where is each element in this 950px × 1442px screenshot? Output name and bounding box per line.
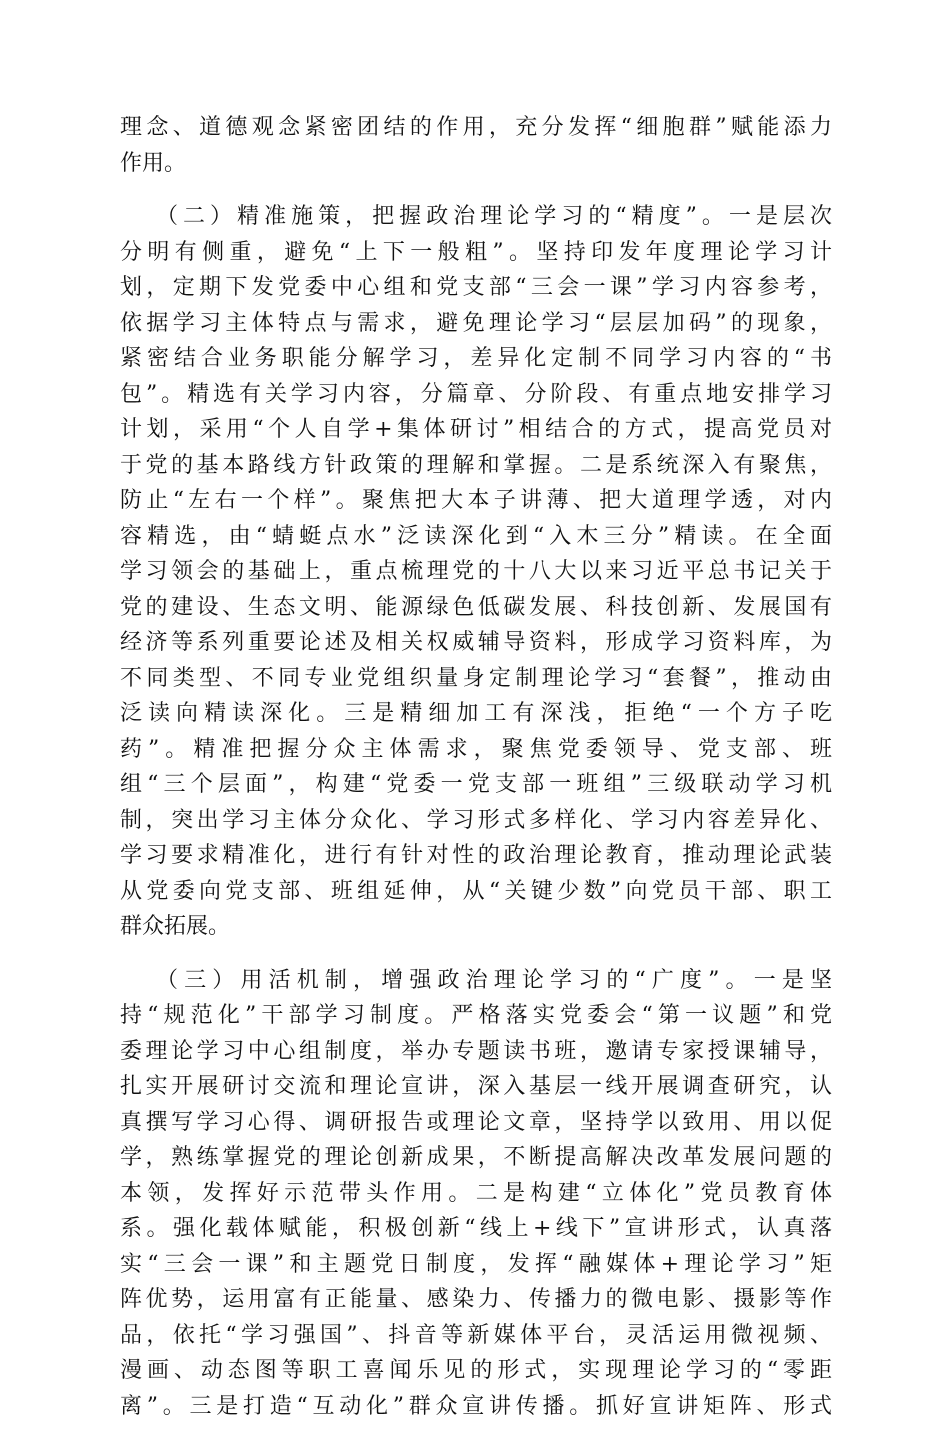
text-line: 真撰写学习心得、调研报告或理论文章，坚持学以致用、用以促 bbox=[120, 1109, 832, 1135]
text-line: 作用。 bbox=[120, 150, 187, 176]
text-line: 扎实开展研讨交流和理论宣讲，深入基层一线开展调查研究，认 bbox=[120, 1074, 832, 1099]
text-line: 泛读向精读深化。三是精细加工有深浅，拒绝“一个方子吃 bbox=[120, 701, 832, 726]
text-line: 学习领会的基础上，重点梳理党的十八大以来习近平总书记关于 bbox=[120, 559, 832, 584]
text-line: 不同类型、不同专业党组织量身定制理论学习“套餐”，推动由 bbox=[120, 665, 832, 691]
text-line: 分明有侧重，避免“上下一般粗”。坚持印发年度理论学习计 bbox=[120, 239, 832, 265]
text-line: 漫画、动态图等职工喜闻乐见的形式，实现理论学习的“零距 bbox=[120, 1358, 832, 1383]
text-line: 依据学习主体特点与需求，避免理论学习“层层加码”的现象， bbox=[120, 310, 832, 336]
text-line: 系。强化载体赋能，积极创新“线上+线下”宣讲形式，认真落 bbox=[120, 1216, 832, 1241]
text-line: （二）精准施策，把握政治理论学习的“精度”。一是层次 bbox=[156, 204, 832, 229]
paragraph bbox=[120, 963, 832, 1425]
text-line: 防止“左右一个样”。聚焦把大本子讲薄、把大道理学透，对内 bbox=[120, 488, 832, 513]
text-line: 包”。精选有关学习内容，分篇章、分阶段、有重点地安排学习 bbox=[120, 381, 832, 407]
text-line: 容精选，由“蜻蜓点水”泛读深化到“入木三分”精读。在全面 bbox=[120, 523, 832, 549]
text-line: （三）用活机制，增强政治理论学习的“广度”。一是坚 bbox=[156, 967, 832, 993]
text-line: 从党委向党支部、班组延伸，从“关键少数”向党员干部、职工 bbox=[120, 878, 832, 904]
text-line: 药”。精准把握分众主体需求，聚焦党委领导、党支部、班 bbox=[120, 736, 832, 762]
document-page bbox=[120, 110, 832, 1442]
text-line: 学，熟练掌握党的理论创新成果，不断提高解决改革发展问题的 bbox=[120, 1145, 832, 1170]
text-line: 划，定期下发党委中心组和党支部“三会一课”学习内容参考， bbox=[120, 275, 832, 300]
text-line: 离”。三是打造“互动化”群众宣讲传播。抓好宣讲矩阵、形式 bbox=[120, 1393, 832, 1419]
text-line: 党的建设、生态文明、能源绿色低碳发展、科技创新、发展国有 bbox=[120, 594, 832, 620]
text-line: 紧密结合业务职能分解学习，差异化定制不同学习内容的“书 bbox=[120, 346, 832, 371]
text-line: 本领，发挥好示范带头作用。二是构建“立体化”党员教育体 bbox=[120, 1180, 832, 1206]
text-line: 持“规范化”干部学习制度。严格落实党委会“第一议题”和党 bbox=[120, 1003, 832, 1028]
text-line: 理念、道德观念紧密团结的作用，充分发挥“细胞群”赋能添力 bbox=[120, 115, 832, 140]
text-line: 经济等系列重要论述及相关权威辅导资料，形成学习资料库，为 bbox=[120, 630, 832, 655]
text-line: 制，突出学习主体分众化、学习形式多样化、学习内容差异化、 bbox=[120, 807, 832, 833]
text-line: 实“三会一课”和主题党日制度，发挥“融媒体+理论学习”矩 bbox=[120, 1251, 832, 1277]
text-line: 于党的基本路线方针政策的理解和掌握。二是系统深入有聚焦， bbox=[120, 452, 832, 478]
text-line: 组“三个层面”，构建“党委一党支部一班组”三级联动学习机 bbox=[120, 772, 832, 797]
paragraph bbox=[120, 199, 832, 945]
text-line: 计划，采用“个人自学+集体研讨”相结合的方式，提高党员对 bbox=[120, 417, 832, 442]
text-line: 品，依托“学习强国”、抖音等新媒体平台，灵活运用微视频、 bbox=[120, 1322, 832, 1348]
text-line: 学习要求精准化，进行有针对性的政治理论教育，推动理论武装 bbox=[120, 843, 832, 868]
paragraph bbox=[120, 110, 832, 181]
text-line: 群众拓展。 bbox=[120, 914, 231, 939]
text-line: 委理论学习中心组制度，举办专题读书班，邀请专家授课辅导， bbox=[120, 1038, 832, 1064]
text-line: 阵优势，运用富有正能量、感染力、传播力的微电影、摄影等作 bbox=[120, 1287, 832, 1312]
